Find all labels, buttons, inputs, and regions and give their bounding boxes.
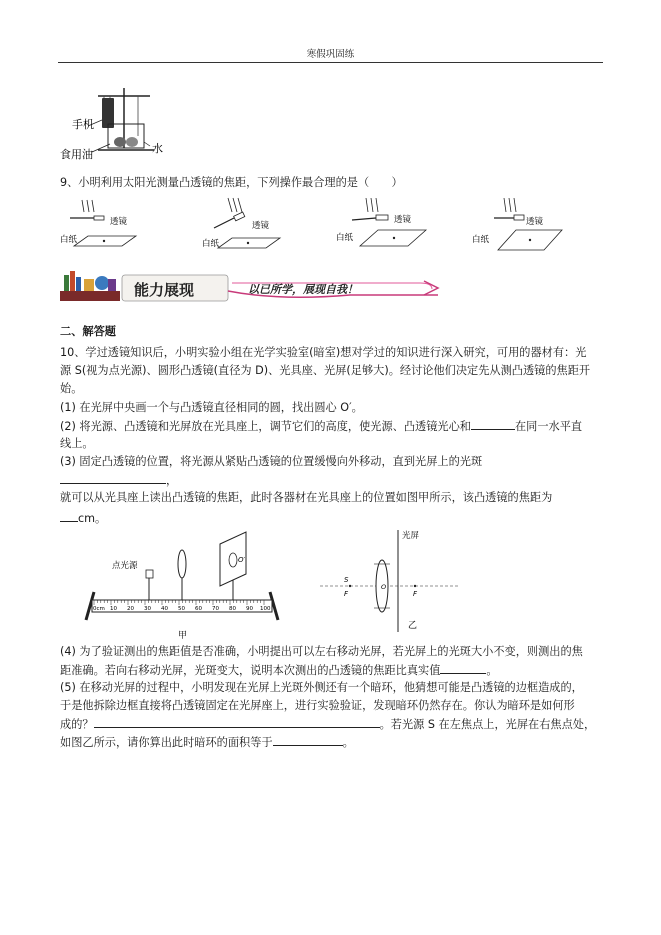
q10-part3-b: ，: [166, 474, 178, 487]
label-phone: 手机: [72, 118, 94, 131]
q10-part3-blank-line: [60, 471, 605, 489]
label-F-left: F: [344, 590, 349, 598]
page-header: 寒假巩固练: [306, 49, 355, 60]
q10-line3: 始。: [60, 382, 83, 395]
tick-label-60: 60: [195, 606, 202, 612]
q10-part5-a: (5) 在移动光屏的过程中，小明发现在光屏上光斑外侧还有一个暗环，他猜想可能是凸透镜的边框造成的，: [60, 681, 583, 694]
tick-label-30: 30: [144, 606, 151, 612]
q10-part2: [60, 417, 605, 435]
caption-jia: 甲: [178, 631, 188, 641]
tick-label-100: 100: [260, 606, 271, 612]
label-S: S: [344, 576, 349, 584]
q10-part5-c: 成的？: [60, 718, 94, 731]
banner-slogan: 以已所学，展现自我！: [248, 283, 358, 296]
caption-yi: 乙: [408, 621, 418, 631]
label-water: 水: [152, 142, 163, 155]
answer-blank-4[interactable]: [440, 661, 486, 674]
q10-part4-a: (4) 为了验证测出的焦距值是否准确，小明提出可以左右移动光屏，若光屏上的光斑大小不变，则测出的焦: [60, 645, 583, 658]
q9-a-paper: 白纸: [60, 235, 78, 245]
tick-label-70: 70: [212, 606, 219, 612]
q10-line1: 10、学过透镜知识后，小明实验小组在光学实验室(暗室)想对学过的知识进行深入研究，可用的器材有：光: [60, 346, 587, 359]
label-screen: 光屏: [402, 531, 420, 541]
banner-title: 能力展现: [134, 281, 195, 299]
tick-label-10: 10: [110, 606, 117, 612]
answer-blank-2[interactable]: [471, 417, 515, 430]
q10-part3-c: 就可以从光具座上读出凸透镜的焦距，此时各器材在光具座上的位置如图甲所示，该凸透镜的焦距为: [60, 491, 553, 504]
q10-part5-f: 。: [342, 736, 354, 749]
q9-d-lens: 透镜: [526, 217, 544, 227]
q9-b-paper: 白纸: [202, 239, 220, 249]
q10-part5-d: 。若光源 S 在左焦点上，光屏在右焦点处，: [379, 718, 596, 731]
header-divider: [58, 62, 603, 63]
figure-yi: [310, 524, 470, 644]
q9-c-lens: 透镜: [394, 215, 412, 225]
q10-part2-c: 线上。: [60, 437, 94, 450]
q10-part5-e: 如图乙所示，请你算出此时暗环的面积等于: [60, 736, 273, 749]
q10-part2-b: 在同一水平直: [514, 420, 583, 433]
tick-label-20: 20: [127, 606, 134, 612]
q9-text: 9、小明利用太阳光测量凸透镜的焦距，下列操作最合理的是（ ）: [60, 176, 403, 189]
tick-label-50: 50: [178, 606, 185, 612]
q10-part4-c: 。: [486, 664, 498, 677]
q10-part1: (1) 在光屏中央画一个与凸透镜直径相同的圆，找出圆心 O′。: [60, 401, 363, 414]
q10-part4: [60, 661, 605, 679]
q9-c-paper: 白纸: [336, 233, 354, 243]
answer-blank-3a[interactable]: [60, 471, 166, 484]
section-title: 二、解答题: [60, 325, 116, 338]
label-F-right: F: [413, 590, 418, 598]
q9-option-a: [58, 198, 158, 250]
q10-part4-b: 距准确。若向右移动光屏，光斑变大，说明本次测出的凸透镜的焦距比真实值: [60, 664, 441, 677]
q9-option-b: [200, 196, 300, 252]
q10-part3-d: cm。: [78, 512, 107, 525]
ability-banner: [60, 269, 440, 305]
q10-line2: 源 S(视为点光源)、圆形凸透镜(直径为 D)、光具座、光屏(足够大)。经讨论他们决定先从测凸透镜的焦距开: [60, 364, 591, 377]
q10-part5-cd: [60, 715, 605, 733]
tick-label-90: 90: [246, 606, 253, 612]
tick-label-40: 40: [161, 606, 168, 612]
q10-part2-a: (2) 将光源、凸透镜和光屏放在光具座上，调节它们的高度，使光源、凸透镜光心和: [60, 420, 471, 433]
q10-part5-b: 于是他拆除边框直接将凸透镜固定在光屏座上，进行实验验证，发现暗环仍然存在。你认为暗环是如何形: [60, 699, 575, 712]
label-point-source: 点光源: [112, 561, 138, 571]
answer-blank-5b[interactable]: [273, 733, 343, 746]
q9-option-c: [336, 196, 440, 248]
label-O: O: [381, 583, 387, 591]
tick-label-80: 80: [229, 606, 236, 612]
q9-a-lens: 透镜: [110, 217, 128, 227]
figure-phone-experiment: [58, 84, 168, 164]
figure-jia: [82, 524, 292, 644]
label-oil: 食用油: [60, 148, 93, 161]
q9-option-d: [470, 196, 574, 252]
q10-part3: (3) 固定凸透镜的位置，将光源从紧贴凸透镜的位置缓慢向外移动，直到光屏上的光斑: [60, 455, 483, 468]
q10-part5-ef: [60, 733, 605, 751]
tick-label-0: 0cm: [93, 606, 105, 612]
label-O-prime: O′: [238, 556, 246, 564]
q9-b-lens: 透镜: [252, 221, 270, 231]
answer-blank-3b[interactable]: [60, 509, 78, 522]
answer-blank-5a[interactable]: [94, 715, 380, 728]
q9-d-paper: 白纸: [472, 235, 490, 245]
